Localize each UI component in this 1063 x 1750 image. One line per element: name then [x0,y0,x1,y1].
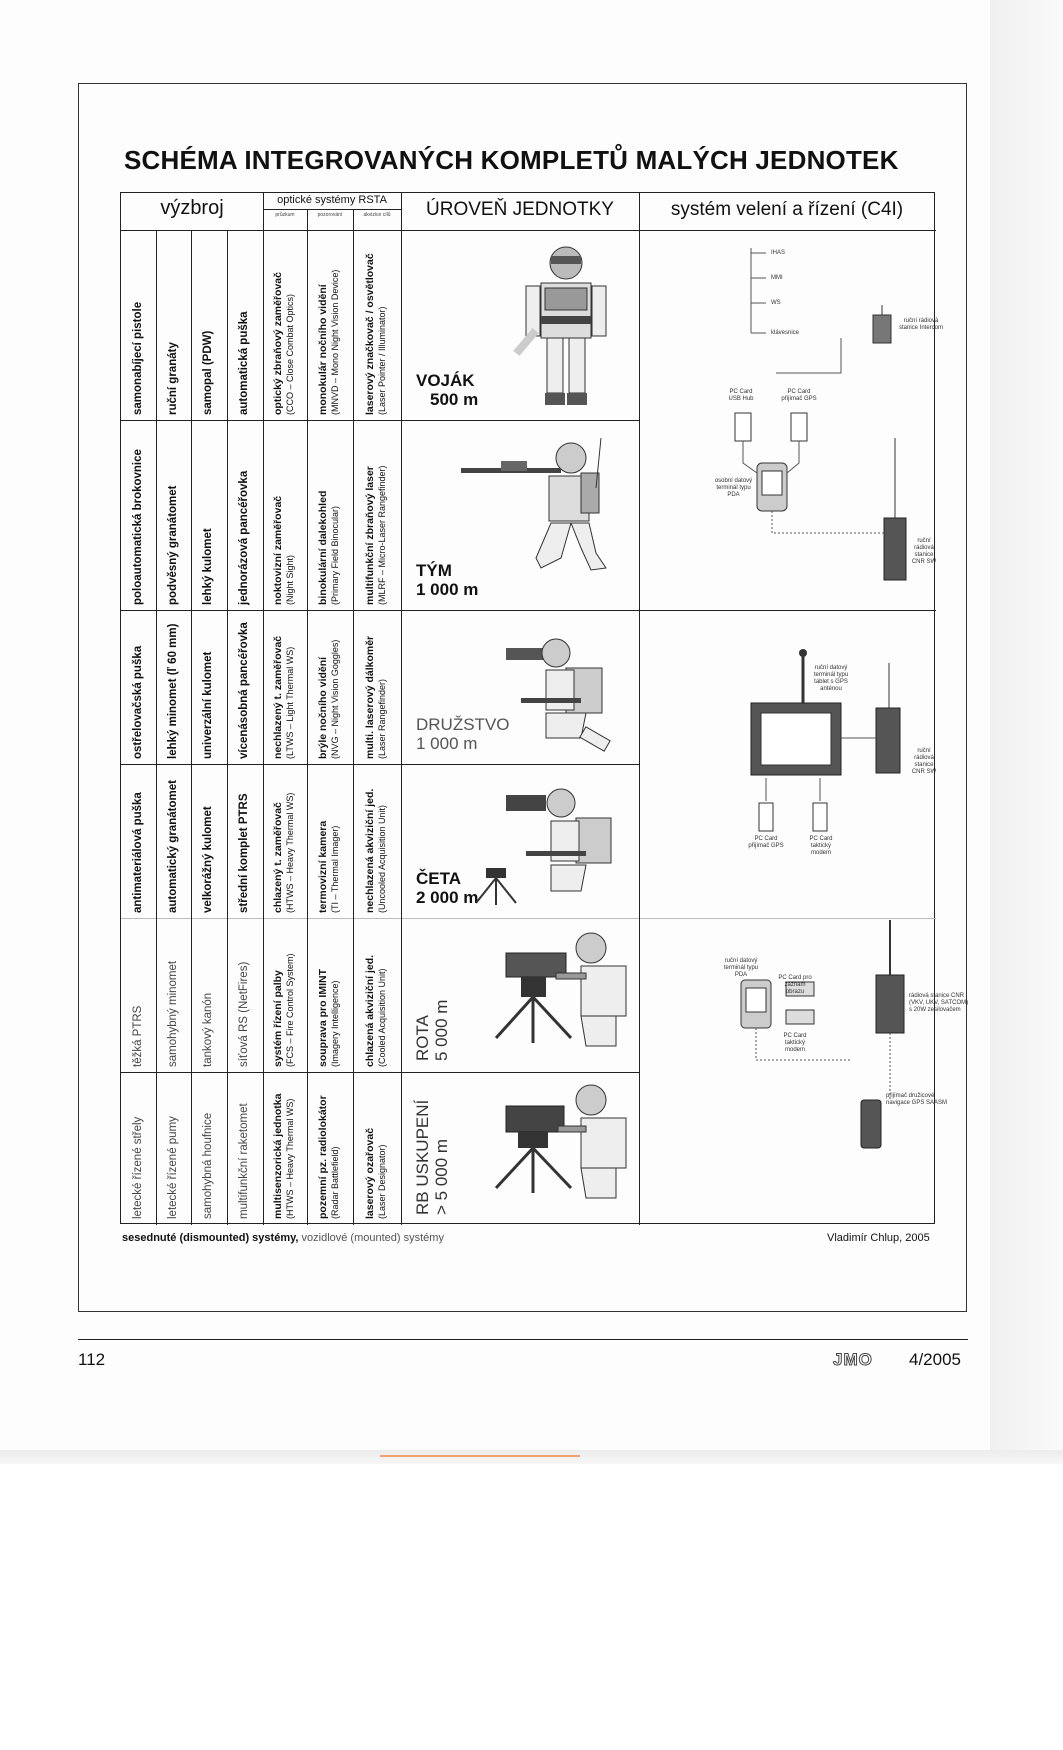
c4i-label-tablet: ruční datový terminál typu tablet s GPS anténou [813,665,849,692]
c4i-label-ws: WS [771,300,781,306]
c4i-diagram-middle [641,613,935,918]
optic-r2-3: multifunkční zbraňový laser (MLRF – Micro-Laser Rangefinder) [364,465,387,605]
optic-r1-3: laserový značkovač / osvětlovač (Laser Pointer / Illuminator) [364,253,387,415]
issue-number: 4/2005 [909,1350,961,1369]
weapon-r3-3: univerzální kulomet [202,651,214,759]
legend-text: sesednuté (dismounted) systémy, vozidlové (mounted) systémy [122,1232,444,1244]
weapon-r6-1: letecké řízené střely [132,1116,144,1219]
optic-r3-1: nechlazený t. zaměřovač (LTWS – Light Thermal WS) [272,635,295,759]
weapon-r5-2: samohybný minomet [167,960,179,1067]
c4i-label-record: PC Card pro záznam obrazu [778,975,812,995]
unit-r1: VOJÁK 500 m [416,371,479,409]
c4i-diagram-bottom [641,920,935,1220]
optic-r1-2: monokulár nočního vidění (MNVD – Mono Night Vision Device) [317,269,340,415]
team-figure [461,428,631,578]
weapon-r4-3: velkorážný kulomet [202,806,214,913]
c4i-label-pda1: osobní datový terminál typu PDA [714,478,753,498]
c4i-label-keyboard: klávesnice [771,330,800,336]
unit-r5: ROTA 5 000 m [413,999,451,1061]
weapon-r3-2: lehký minomet (ľ 60 mm) [167,623,179,759]
page-edge [990,0,1063,1460]
c4i-label-cnr1: ruční rádiová stanice CNR SW [911,538,937,565]
battlegroup-figure [466,1078,636,1218]
optic-r4-1: chlazený t. zaměřovač (HTWS – Heavy Thermal WS) [272,792,295,913]
c4i-label-pda2: ruční datový terminál typu PDA [723,958,759,978]
orange-stripe [380,1455,580,1457]
weapon-r2-3: lehký kulomet [202,528,214,605]
weapon-r4-2: automatický granátomet [167,780,179,913]
header-weapons: výzbroj [160,197,224,219]
optic-r6-1: multisenzorická jednotka (HTWS – Heavy Thermal WS) [272,1093,295,1219]
c4i-diagram-top [641,233,935,608]
author-credit: Vladimír Chlup, 2005 [827,1232,930,1244]
c4i-label-usb-hub: PC Card USB Hub [728,389,754,402]
unit-r6: RB USKUPENÍ > 5 000 m [413,1099,451,1215]
weapon-r1-2: ruční granáty [167,342,179,415]
page-title: SCHÉMA INTEGROVANÝCH KOMPLETŮ MALÝCH JEDNOTEK [124,145,899,175]
c4i-label-cnr2: ruční rádiová stanice CNR SW [911,748,937,775]
optic-r4-3: nechlazená akviziční jed. (Uncooled Acquisition Unit) [364,788,387,913]
c4i-label-modem1: PC Card taktický modem [809,836,833,856]
unit-r2: TÝM 1 000 m [416,561,479,599]
header-c4i: systém velení a řízení (C4I) [670,199,904,220]
weapon-r1-1: samonabíjecí pistole [132,301,144,415]
header-optics-sub-2: pozorování [317,212,343,218]
optic-r6-3: laserový ozařovač (Laser Designator) [364,1127,387,1219]
weapon-r3-4: vícenásobná pancéřovka [238,622,250,759]
soldier-figure [511,238,621,413]
weapon-r5-3: tankový kanón [202,992,214,1067]
weapon-r1-3: samopal (PDW) [202,330,214,415]
weapon-r4-1: antimateriálová puška [132,792,144,913]
optic-r3-3: multi. laserový dálkoměr (Laser Rangefinder) [364,635,387,759]
page-bottom-edge [0,1450,1063,1464]
c4i-label-radio-big: rádiová stanice CNR (VKV, UKV, SATCOM) s 20W zesilovačem [909,993,969,1013]
company-figure [466,928,636,1068]
journal-logo: JMO [833,1350,873,1369]
optic-r5-2: souprava pro IMINT (Imagery Intelligence) [317,968,340,1067]
weapon-r6-2: letecké řízené pumy [167,1116,179,1219]
unit-r3: DRUŽSTVO 1 000 m [416,715,510,753]
optic-r3-2: brýle nočního vidění (NVG – Night Vision Goggles) [317,639,340,759]
optic-r2-1: noktovizní zaměřovač (Night Sight) [272,495,295,605]
c4i-label-gps2: PC Card přijímač GPS [748,836,784,849]
optic-r5-3: chlazená akviziční jed. (Cooled Acquisition Unit) [364,954,387,1067]
weapon-r3-1: ostřelovačská puška [132,645,144,759]
footer-rule [78,1339,968,1340]
optic-r2-2: binokulární dalekohled (Primary Field Binocular) [317,490,340,605]
weapon-r2-1: poloautomatická brokovnice [132,449,144,605]
weapon-r2-4: jednorázová pancéřovka [238,470,250,605]
c4i-label-mmi: MMI [771,275,783,281]
optic-r1-1: optický zbraňový zaměřovač (CCO – Close Combat Optics) [272,272,295,415]
optic-r4-2: termovizní kamera (TI – Thermal Imager) [317,820,340,913]
weapon-r4-4: střední komplet PTRS [238,793,250,913]
optic-r5-1: systém řízení palby (FCS – Fire Control System) [272,953,295,1067]
weapon-r5-1: těžká PTRS [132,1005,144,1067]
platoon-figure [471,773,636,913]
schema-table [120,192,969,1224]
c4i-label-ihas: IHAS [771,250,786,256]
weapon-r5-4: síťová RS (NetFires) [238,961,250,1067]
header-optics-sub-3: akvizice cílů [363,212,391,218]
weapon-r2-2: podvěsný granátomet [167,485,179,605]
header-optics-sub-1: průzkum [275,212,295,218]
header-unit-level: ÚROVEŇ JEDNOTKY [426,199,614,220]
optic-r6-2: pozemní pz. radiolokátor (Radar Battlefield) [317,1095,340,1219]
page-number: 112 [78,1350,106,1369]
c4i-label-modem2: PC Card taktický modem [783,1033,807,1053]
c4i-label-intercom: ruční rádiová stanice Intercom [898,318,944,331]
header-optics: optické systémy RSTA [277,194,387,206]
weapon-r6-4: multifunkční raketomet [238,1103,250,1219]
weapon-r6-3: samohybná houfnice [202,1112,214,1219]
c4i-label-gps1: PC Card přijímač GPS [781,389,817,402]
c4i-label-gps-receiver: přijímač družicové navigace GPS SAASM [886,1093,948,1106]
squad-figure [486,618,636,758]
weapon-r1-4: automatická puška [238,311,250,415]
unit-r4: ČETA 2 000 m [416,869,479,907]
